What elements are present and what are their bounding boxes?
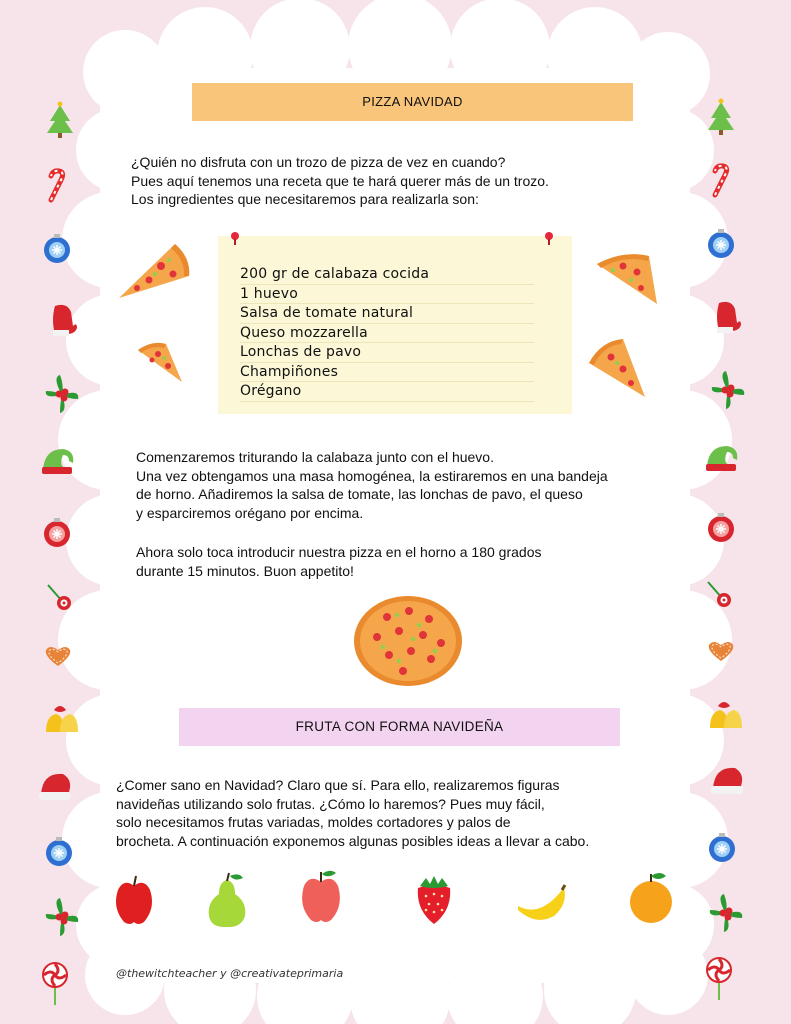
fruit-line: brocheta. A continuación exponemos algunas posibles ideas a llevar a cabo. bbox=[116, 832, 590, 849]
fruit-line: ¿Comer sano en Navidad? Claro que sí. Para ello, realizaremos figuras bbox=[116, 777, 560, 793]
steps-line: de horno. Añadiremos la salsa de tomate, las lonchas de pavo, el queso bbox=[136, 486, 583, 502]
ingredient-item: 200 gr de calabaza cocida bbox=[240, 265, 534, 285]
intro-line: Pues aquí tenemos una receta que te hará querer más de un trozo. bbox=[131, 172, 549, 189]
footer-credit: @thewitchteacher y @creativateprimaria bbox=[116, 967, 344, 980]
bake-line: durante 15 minutos. Buon appetito! bbox=[136, 562, 354, 579]
ingredient-item: Champiñones bbox=[240, 363, 534, 383]
bake-line: Ahora solo toca introducir nuestra pizza en el horno a 180 grados bbox=[136, 544, 542, 560]
ingredient-item: Orégano bbox=[240, 382, 534, 402]
steps-line: Comenzaremos triturando la calabaza junto con el huevo. bbox=[136, 449, 494, 465]
fruit-line: navideñas utilizando solo frutas. ¿Cómo lo haremos? Pues muy fácil, bbox=[116, 795, 545, 812]
fruit-section-title: FRUTA CON FORMA NAVIDEÑA bbox=[179, 708, 620, 746]
ingredient-item: 1 huevo bbox=[240, 285, 534, 305]
ingredient-item: Queso mozzarella bbox=[240, 324, 534, 344]
ingredient-item: Lonchas de pavo bbox=[240, 343, 534, 363]
steps-line: Una vez obtengamos una masa homogénea, la estiraremos en una bandeja bbox=[136, 467, 608, 484]
fruit-line: solo necesitamos frutas variadas, moldes cortadores y palos de bbox=[116, 814, 511, 830]
steps-line: y esparciremos orégano por encima. bbox=[136, 504, 364, 521]
intro-line: ¿Quién no disfruta con un trozo de pizza de vez en cuando? bbox=[131, 154, 506, 170]
pizza-section-title: PIZZA NAVIDAD bbox=[192, 83, 633, 121]
intro-line: Los ingredientes que necesitaremos para realizarla son: bbox=[131, 191, 479, 207]
ingredient-item: Salsa de tomate natural bbox=[240, 304, 534, 324]
